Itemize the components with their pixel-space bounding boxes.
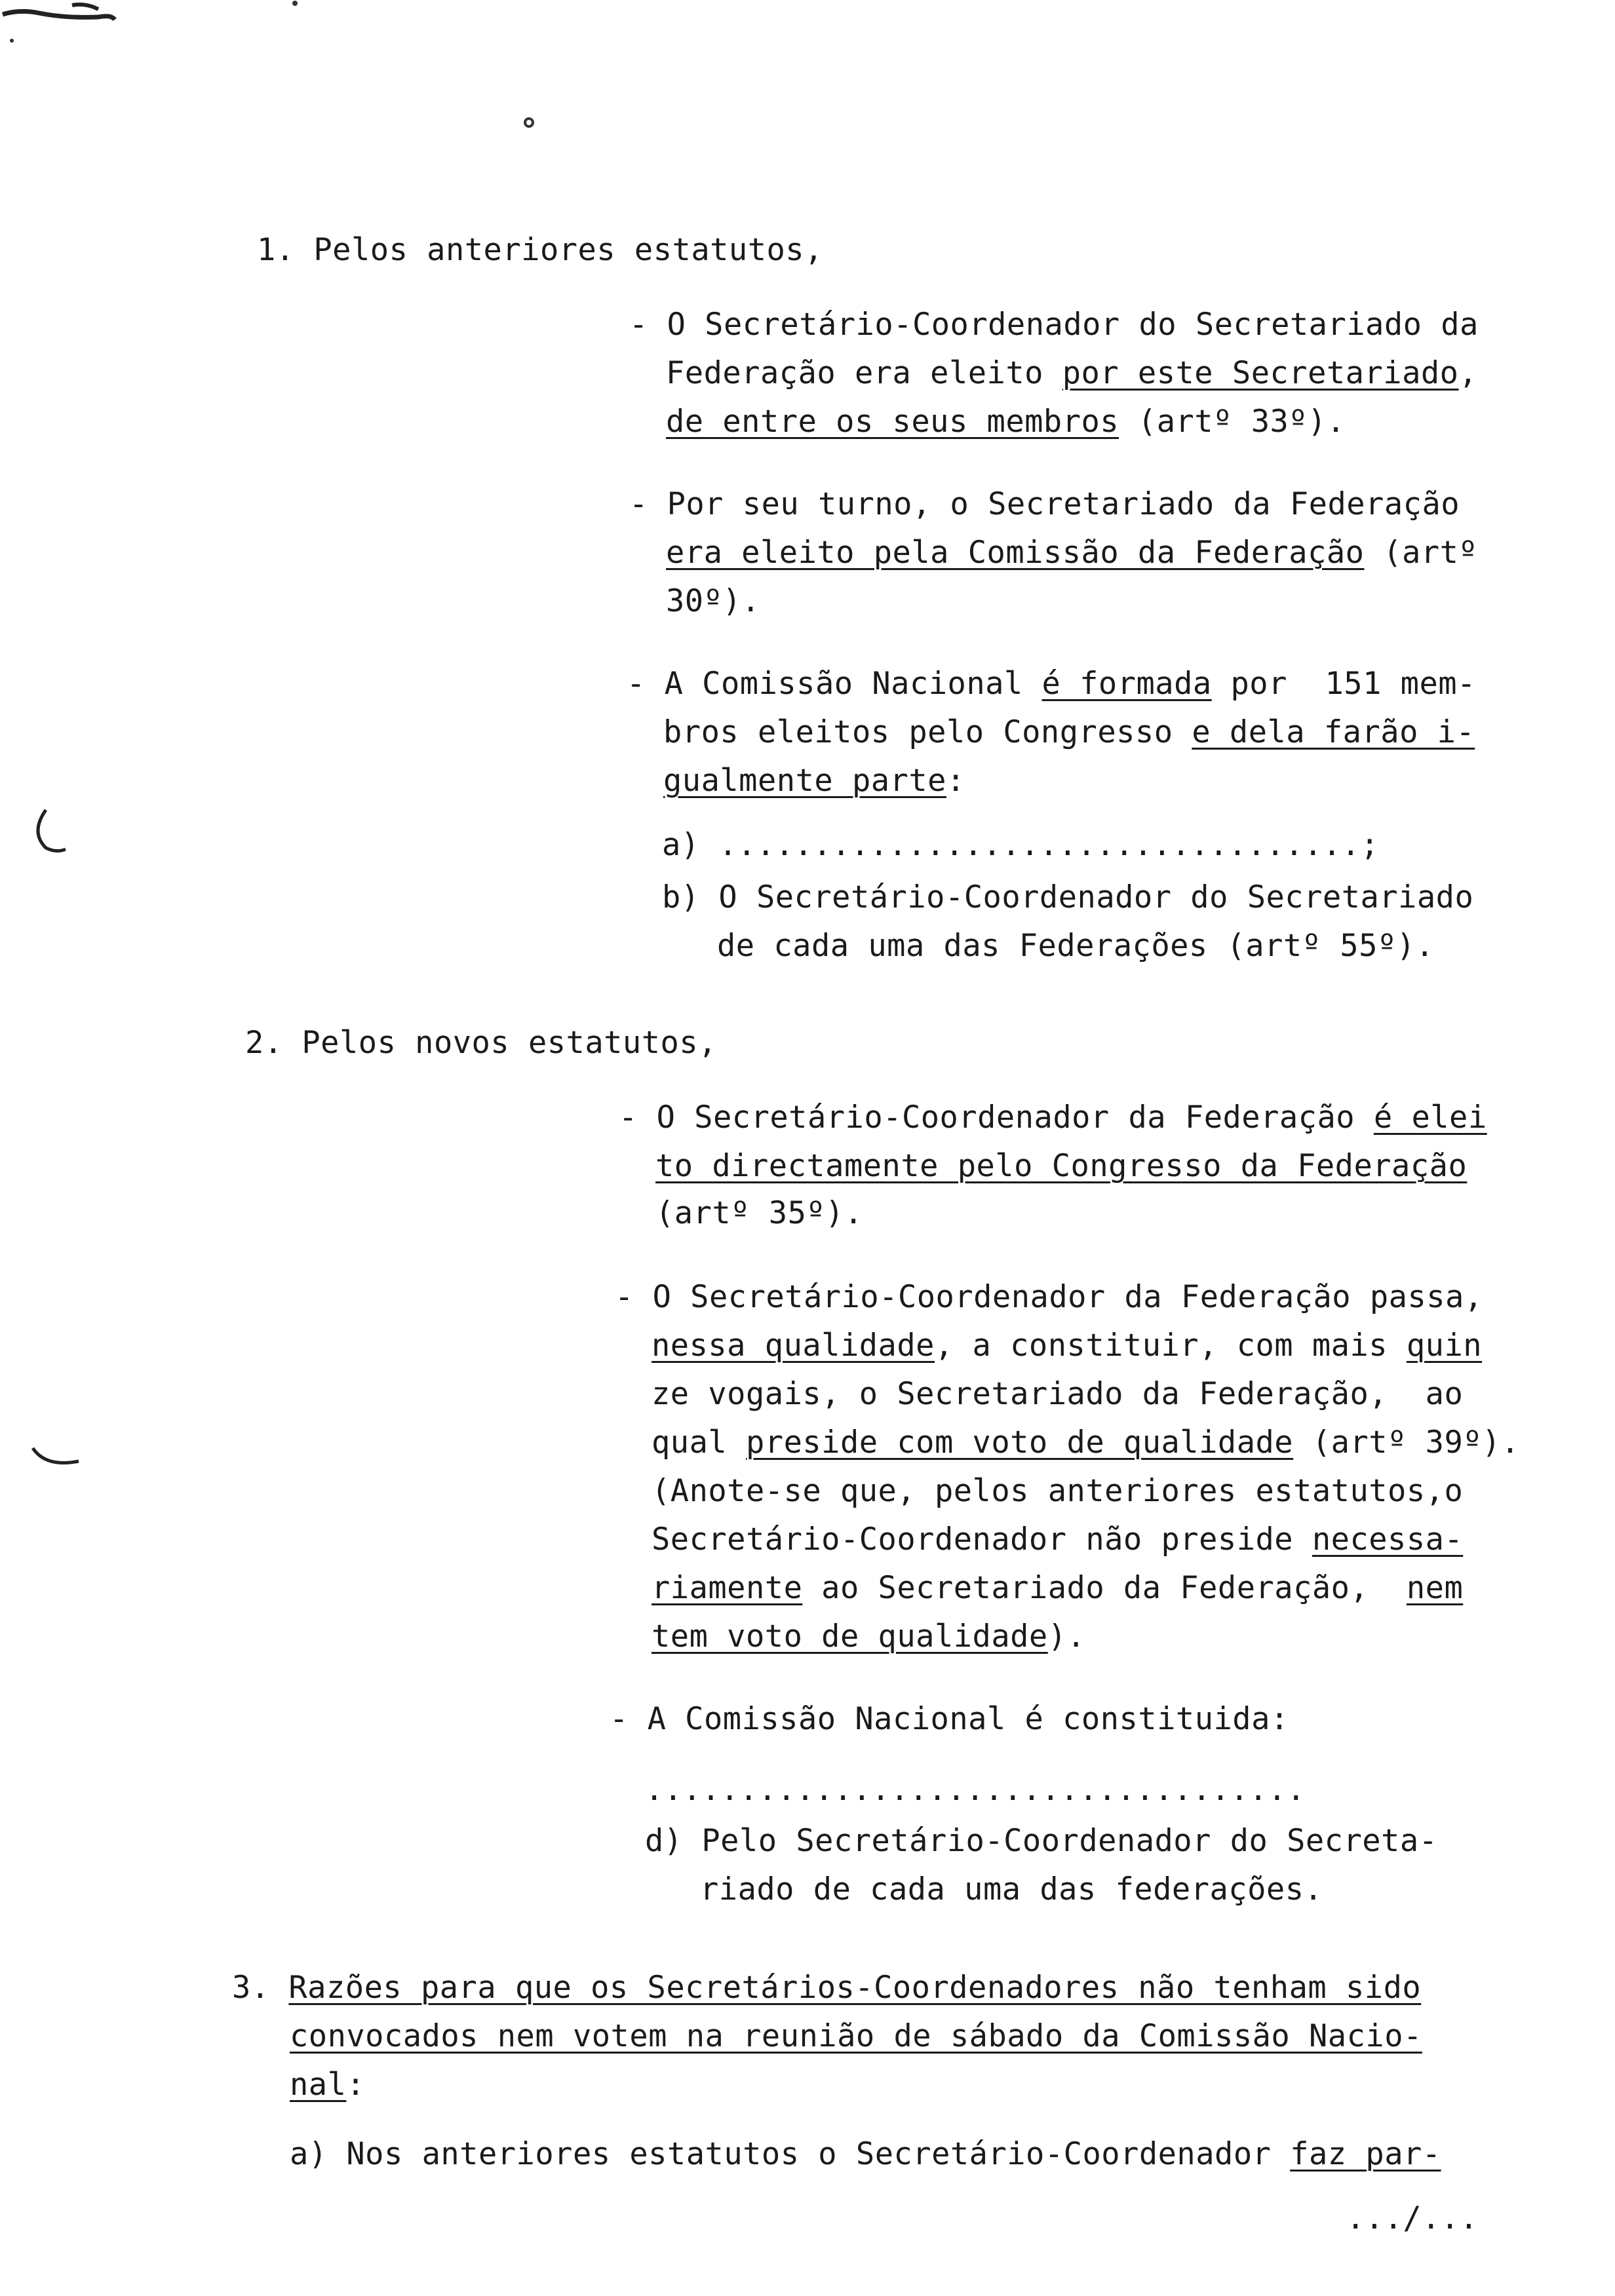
s2-bullet2-line8: tem voto de qualidade). — [652, 1618, 1086, 1655]
scan-ring — [521, 115, 537, 130]
section-3-line2: convocados nem votem na reunião de sábado da Comissão Nacio- — [290, 2018, 1422, 2054]
s2-bullet2-line1: - O Secretário-Coordenador da Federação passa, — [615, 1279, 1483, 1315]
section-1-heading: 1. Pelos anteriores estatutos, — [257, 232, 823, 268]
s1-bullet2-line1: - Por seu turno, o Secretariado da Federação — [629, 486, 1460, 522]
s1-bullet1-line2: Federação era eleito por este Secretariado, — [666, 355, 1478, 391]
s1-bullet3-line2: bros eleitos pelo Congresso e dela farão i- — [663, 714, 1475, 750]
continuation-marker: .../... — [1346, 2200, 1479, 2236]
s1-bullet2-line2: era eleito pela Comissão da Federação (artº — [666, 535, 1478, 571]
s2-bullet1-line3: (artº 35º). — [655, 1195, 863, 1231]
s1-bullet1-line3: de entre os seus membros (artº 33º). — [666, 404, 1346, 440]
section-2-heading: 2. Pelos novos estatutos, — [245, 1025, 717, 1061]
scan-mark-topleft — [0, 0, 131, 52]
s2-bullet1-line1: - O Secretário-Coordenador da Federação é elei — [619, 1100, 1487, 1136]
s2-bullet3-dots: ................................... — [645, 1772, 1306, 1808]
s1-bullet1-line1: - O Secretário-Coordenador do Secretariado da — [629, 307, 1479, 343]
s2-item-d-line1: d) Pelo Secretário-Coordenador do Secreta- — [645, 1823, 1438, 1859]
s2-bullet2-line2: nessa qualidade, a constituir, com mais quin — [652, 1328, 1483, 1364]
section-3-item-a: a) Nos anteriores estatutos o Secretário-Coordenador faz par- — [290, 2136, 1441, 2172]
s1-item-a: a) ..................................; — [662, 827, 1380, 863]
s2-bullet2-line6: Secretário-Coordenador não preside necessa- — [652, 1521, 1464, 1558]
punch-hole-mark-2 — [26, 1442, 85, 1481]
section-3-line3: nal: — [290, 2067, 366, 2103]
s1-item-b-line1: b) O Secretário-Coordenador do Secretariado — [662, 879, 1474, 915]
s2-bullet2-line3: ze vogais, o Secretariado da Federação, ao — [652, 1376, 1464, 1412]
s1-item-b-line2: de cada uma das Federações (artº 55º). — [717, 928, 1435, 964]
s1-bullet3-line1: - A Comissão Nacional é formada por 151 mem- — [627, 666, 1476, 702]
s2-bullet3-line1: - A Comissão Nacional é constituida: — [610, 1701, 1289, 1737]
s2-bullet2-line5: (Anote-se que, pelos anteriores estatutos,o — [652, 1473, 1464, 1509]
scan-dot-top — [288, 0, 302, 13]
s2-bullet2-line4: qual preside com voto de qualidade (artº 39º). — [652, 1425, 1520, 1461]
s2-bullet1-line2: to directamente pelo Congresso da Federação — [655, 1148, 1468, 1184]
s2-item-d-line2: riado de cada uma das federações. — [700, 1871, 1323, 1907]
s2-bullet2-line7: riamente ao Secretariado da Federação, nem — [652, 1570, 1464, 1606]
punch-hole-mark-1 — [26, 806, 79, 858]
section-3-line1: 3. Razões para que os Secretários-Coordenadores não tenham sido — [232, 1970, 1422, 2006]
s1-bullet2-line3: 30º). — [666, 583, 760, 619]
s1-bullet3-line3: gualmente parte: — [663, 763, 965, 799]
